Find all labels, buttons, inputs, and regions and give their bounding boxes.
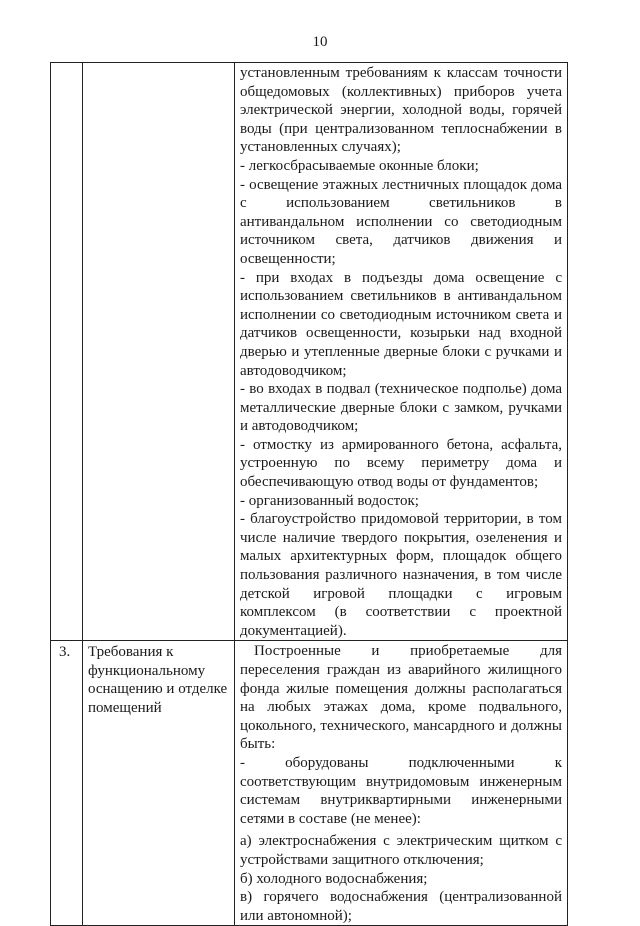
table-row [51,641,568,926]
description-paragraph: - благоустройство придомовой территории, в том числе наличие твердого покрытия, озеленения и малых архитектурных форм, площадок общего пользования различного назначения, в том числе детской игровой площадки с игровым комплексом (в соответствии с проектной документацией). [240,511,562,639]
page-number: 10 [312,34,328,50]
description-paragraph: - при входах в подъезды дома освещение с использованием светильников в антивандальном исполнении со светодиодным источником света и датчиков освещенности, козырьки над входной дверью и утепленные дверные блоки с ручками и автодоводчиком; [240,269,562,379]
description-paragraph: - легкосбрасываемые оконные блоки; [240,157,479,174]
description-paragraph: - оборудованы подключенными к соответствующим внутридомовым инженерным системам внутриквартирными инженерными сетями в составе (не менее): [240,754,562,827]
description-paragraph: Построенные и приобретаемые для переселения граждан из аварийного жилищного фонда жилые помещения должны располагаться на любых этажах дома, кроме подвального, цокольного, технического, мансардного и должны быть: [240,643,562,753]
description-paragraph: - во входах в подвал (техническое подполье) дома металлические дверные блоки с замком, ручками и автодоводчиком; [240,381,562,435]
row-name-cell [83,63,235,641]
row-name-cell: Требования к функциональному оснащению и отделке помещений [83,641,235,926]
row-description-cell [235,641,568,926]
description-paragraph: а) электроснабжения с электрическим щитком с устройствами защитного отключения; [240,833,562,868]
row-number-cell [51,63,83,641]
row-description-cell [235,63,568,641]
requirements-table [50,62,568,926]
description-paragraph: в) горячего водоснабжения (централизованной или автономной); [240,889,562,924]
description-paragraph: - организованный водосток; [240,492,419,509]
description-paragraph: - освещение этажных лестничных площадок дома с использованием светильников в антивандальном исполнении со светодиодным источником света, датчиков движения и освещенности; [240,176,562,267]
row-number-cell: 3. [51,641,83,926]
table-row [51,63,568,641]
description-paragraph: б) холодного водоснабжения; [240,870,428,887]
description-paragraph: установленным требованиям к классам точности общедомовых (коллективных) приборов учета электрической энергии, холодной воды, горячей воды (при централизованном теплоснабжении в установленных случаях); [240,65,562,156]
description-paragraph: - отмостку из армированного бетона, асфальта, устроенную по всему периметру дома и обеспечивающую отвод воды от фундаментов; [240,436,562,491]
